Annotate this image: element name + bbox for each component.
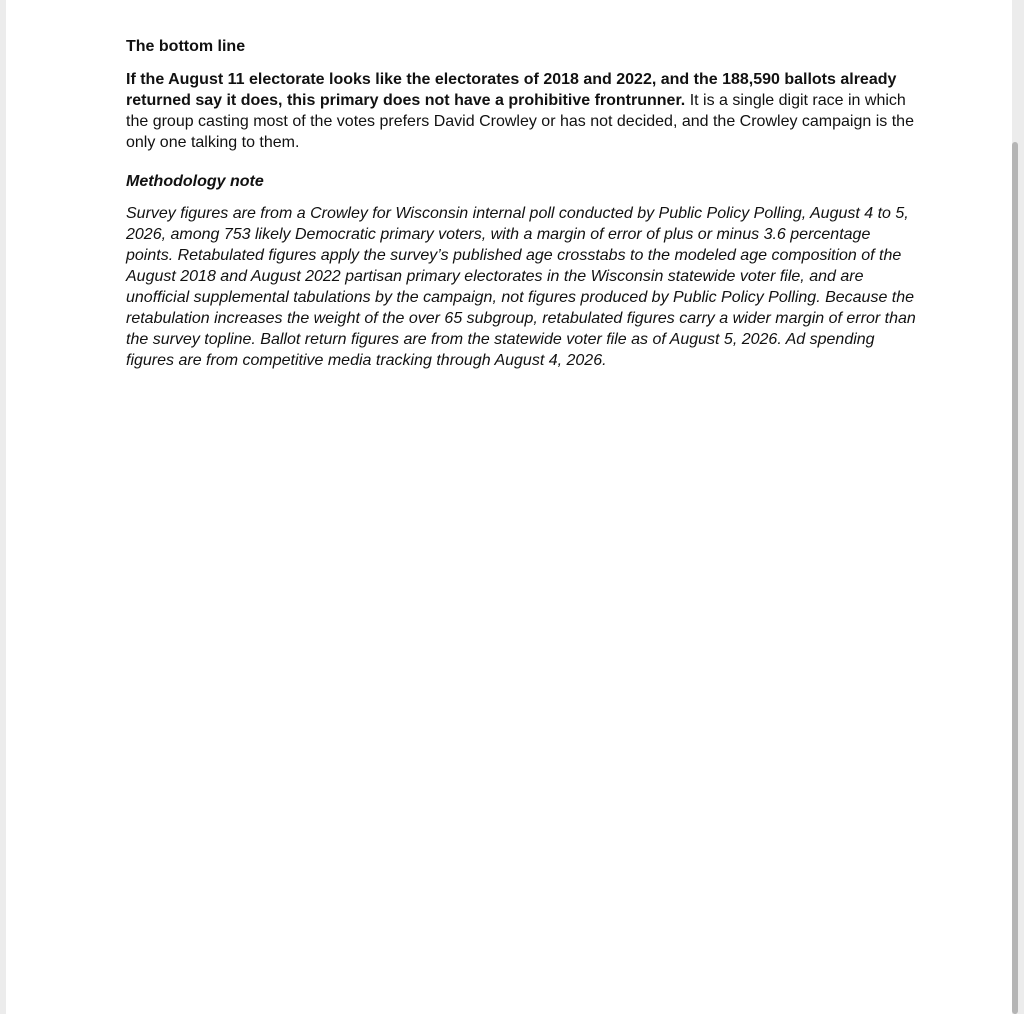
section-heading-methodology: Methodology note <box>126 173 264 190</box>
section-heading-bottom-line: The bottom line <box>126 38 246 55</box>
document-page <box>6 0 1012 1014</box>
bottom-line-body: It is a single digit race in which the group casting most of the votes prefers David Crowley or has not decided, and the Crowley campaign is the only one talking to them. <box>126 92 914 151</box>
vertical-scrollbar[interactable] <box>1012 0 1020 1014</box>
bottom-line-paragraph <box>126 69 916 153</box>
methodology-paragraph: Survey figures are from a Crowley for Wisconsin internal poll conducted by Public Policy Polling, August 4 to 5, 2026, among 753 likely Democratic primary voters, with a margin of error of plus or minus 3.6 percentage points. Retabulated figures apply the survey’s published age crosstabs to the modeled age composition of the August 2018 and August 2022 partisan primary electorates in the Wisconsin statewide voter file, and are unofficial supplemental tabulations by the campaign, not figures produced by Public Policy Polling. Because the retabulation increases the weight of the over 65 subgroup, retabulated figures carry a wider margin of error than the survey topline. Ballot return figures are from the statewide voter file as of August 5, 2026. Ad spending figures are from competitive media tracking through August 4, 2026. <box>126 205 916 369</box>
scrollbar-thumb[interactable] <box>1012 142 1018 1014</box>
page-content <box>126 36 916 371</box>
bottom-line-lead: If the August 11 electorate looks like the electorates of 2018 and 2022, and the 188,590 ballots already returned say it does, this primary does not have a prohibitive frontrunner. <box>126 71 897 109</box>
